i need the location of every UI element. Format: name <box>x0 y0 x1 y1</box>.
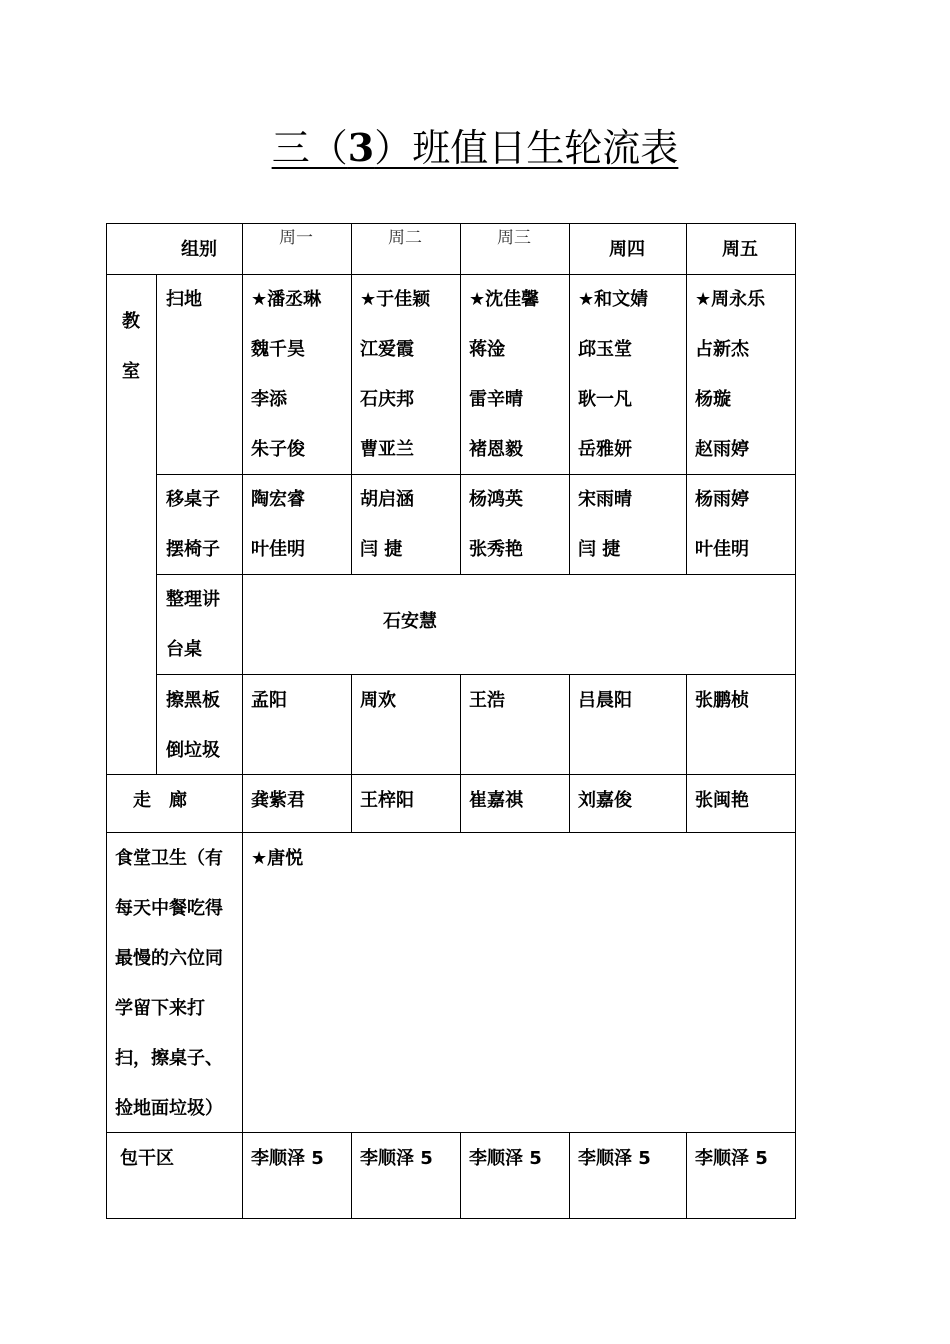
table-border <box>351 223 352 575</box>
podium-person: 石安慧 <box>383 611 437 632</box>
sweep-wed: ★沈佳馨 蒋淦 雷辛晴 褚恩毅 <box>469 289 540 460</box>
corridor-fri: 张闽艳 <box>695 790 749 811</box>
area-label: 包干区 <box>120 1148 174 1169</box>
area-wed: 李顺泽 5 <box>469 1148 542 1169</box>
table-border <box>106 223 107 1219</box>
canteen-person: ★唐悦 <box>251 848 304 869</box>
sweep-mon: ★潘丞琳 魏千昊 李添 朱子俊 <box>251 289 322 460</box>
header-group: 组别 <box>181 239 217 260</box>
table-border <box>460 223 461 575</box>
header-day-tue: 周二 <box>388 228 422 248</box>
desks-label: 移桌子 摆椅子 <box>166 489 220 560</box>
corridor-tue: 王梓阳 <box>360 790 414 811</box>
table-border <box>460 674 461 833</box>
table-border <box>106 1218 796 1219</box>
area-thu: 李顺泽 5 <box>578 1148 651 1169</box>
corridor-label: 走 廊 <box>133 790 187 811</box>
table-border <box>242 223 243 1219</box>
area-tue: 李顺泽 5 <box>360 1148 433 1169</box>
sweep-thu: ★和文婧 邱玉堂 耿一凡 岳雅妍 <box>578 289 649 460</box>
board-wed: 王浩 <box>469 690 505 711</box>
corridor-thu: 刘嘉俊 <box>578 790 632 811</box>
board-fri: 张鹏桢 <box>695 690 749 711</box>
board-mon: 孟阳 <box>251 690 287 711</box>
board-label: 擦黑板 倒垃圾 <box>166 690 220 761</box>
table-border <box>106 832 796 833</box>
table-border <box>460 1132 461 1219</box>
area-mon: 李顺泽 5 <box>251 1148 324 1169</box>
table-border <box>569 223 570 575</box>
table-border <box>106 223 796 224</box>
header-day-wed: 周三 <box>497 228 531 248</box>
desks-mon: 陶宏睿 叶佳明 <box>251 489 305 560</box>
sweep-label: 扫地 <box>166 289 202 310</box>
board-tue: 周欢 <box>360 690 396 711</box>
table-border <box>686 223 687 575</box>
table-border <box>351 674 352 833</box>
table-border <box>686 1132 687 1219</box>
area-fri: 李顺泽 5 <box>695 1148 768 1169</box>
table-border <box>569 1132 570 1219</box>
sweep-fri: ★周永乐 占新杰 杨璇 赵雨婷 <box>695 289 766 460</box>
canteen-label: 食堂卫生（有 每天中餐吃得 最慢的六位同 学留下来打 扫，擦桌子、 捡地面垃圾） <box>115 848 223 1119</box>
corridor-mon: 龚紫君 <box>251 790 305 811</box>
table-border <box>569 674 570 833</box>
desks-fri: 杨雨婷 叶佳明 <box>695 489 749 560</box>
table-border <box>686 674 687 833</box>
board-thu: 吕晨阳 <box>578 690 632 711</box>
page-title: 三（3）班值日生轮流表 <box>271 125 679 170</box>
header-day-mon: 周一 <box>279 228 313 248</box>
corridor-wed: 崔嘉祺 <box>469 790 523 811</box>
table-border <box>795 223 796 1219</box>
desks-thu: 宋雨晴 闫 捷 <box>578 489 632 560</box>
header-day-fri: 周五 <box>722 239 758 260</box>
classroom-label: 教 室 <box>122 311 140 382</box>
table-border <box>156 274 157 775</box>
sweep-tue: ★于佳颖 江爱霞 石庆邦 曹亚兰 <box>360 289 431 460</box>
desks-wed: 杨鸿英 张秀艳 <box>469 489 523 560</box>
table-border <box>351 1132 352 1219</box>
podium-label: 整理讲 台桌 <box>166 589 220 660</box>
table-border <box>156 674 796 675</box>
header-day-thu: 周四 <box>609 239 645 260</box>
desks-tue: 胡启涵 闫 捷 <box>360 489 414 560</box>
